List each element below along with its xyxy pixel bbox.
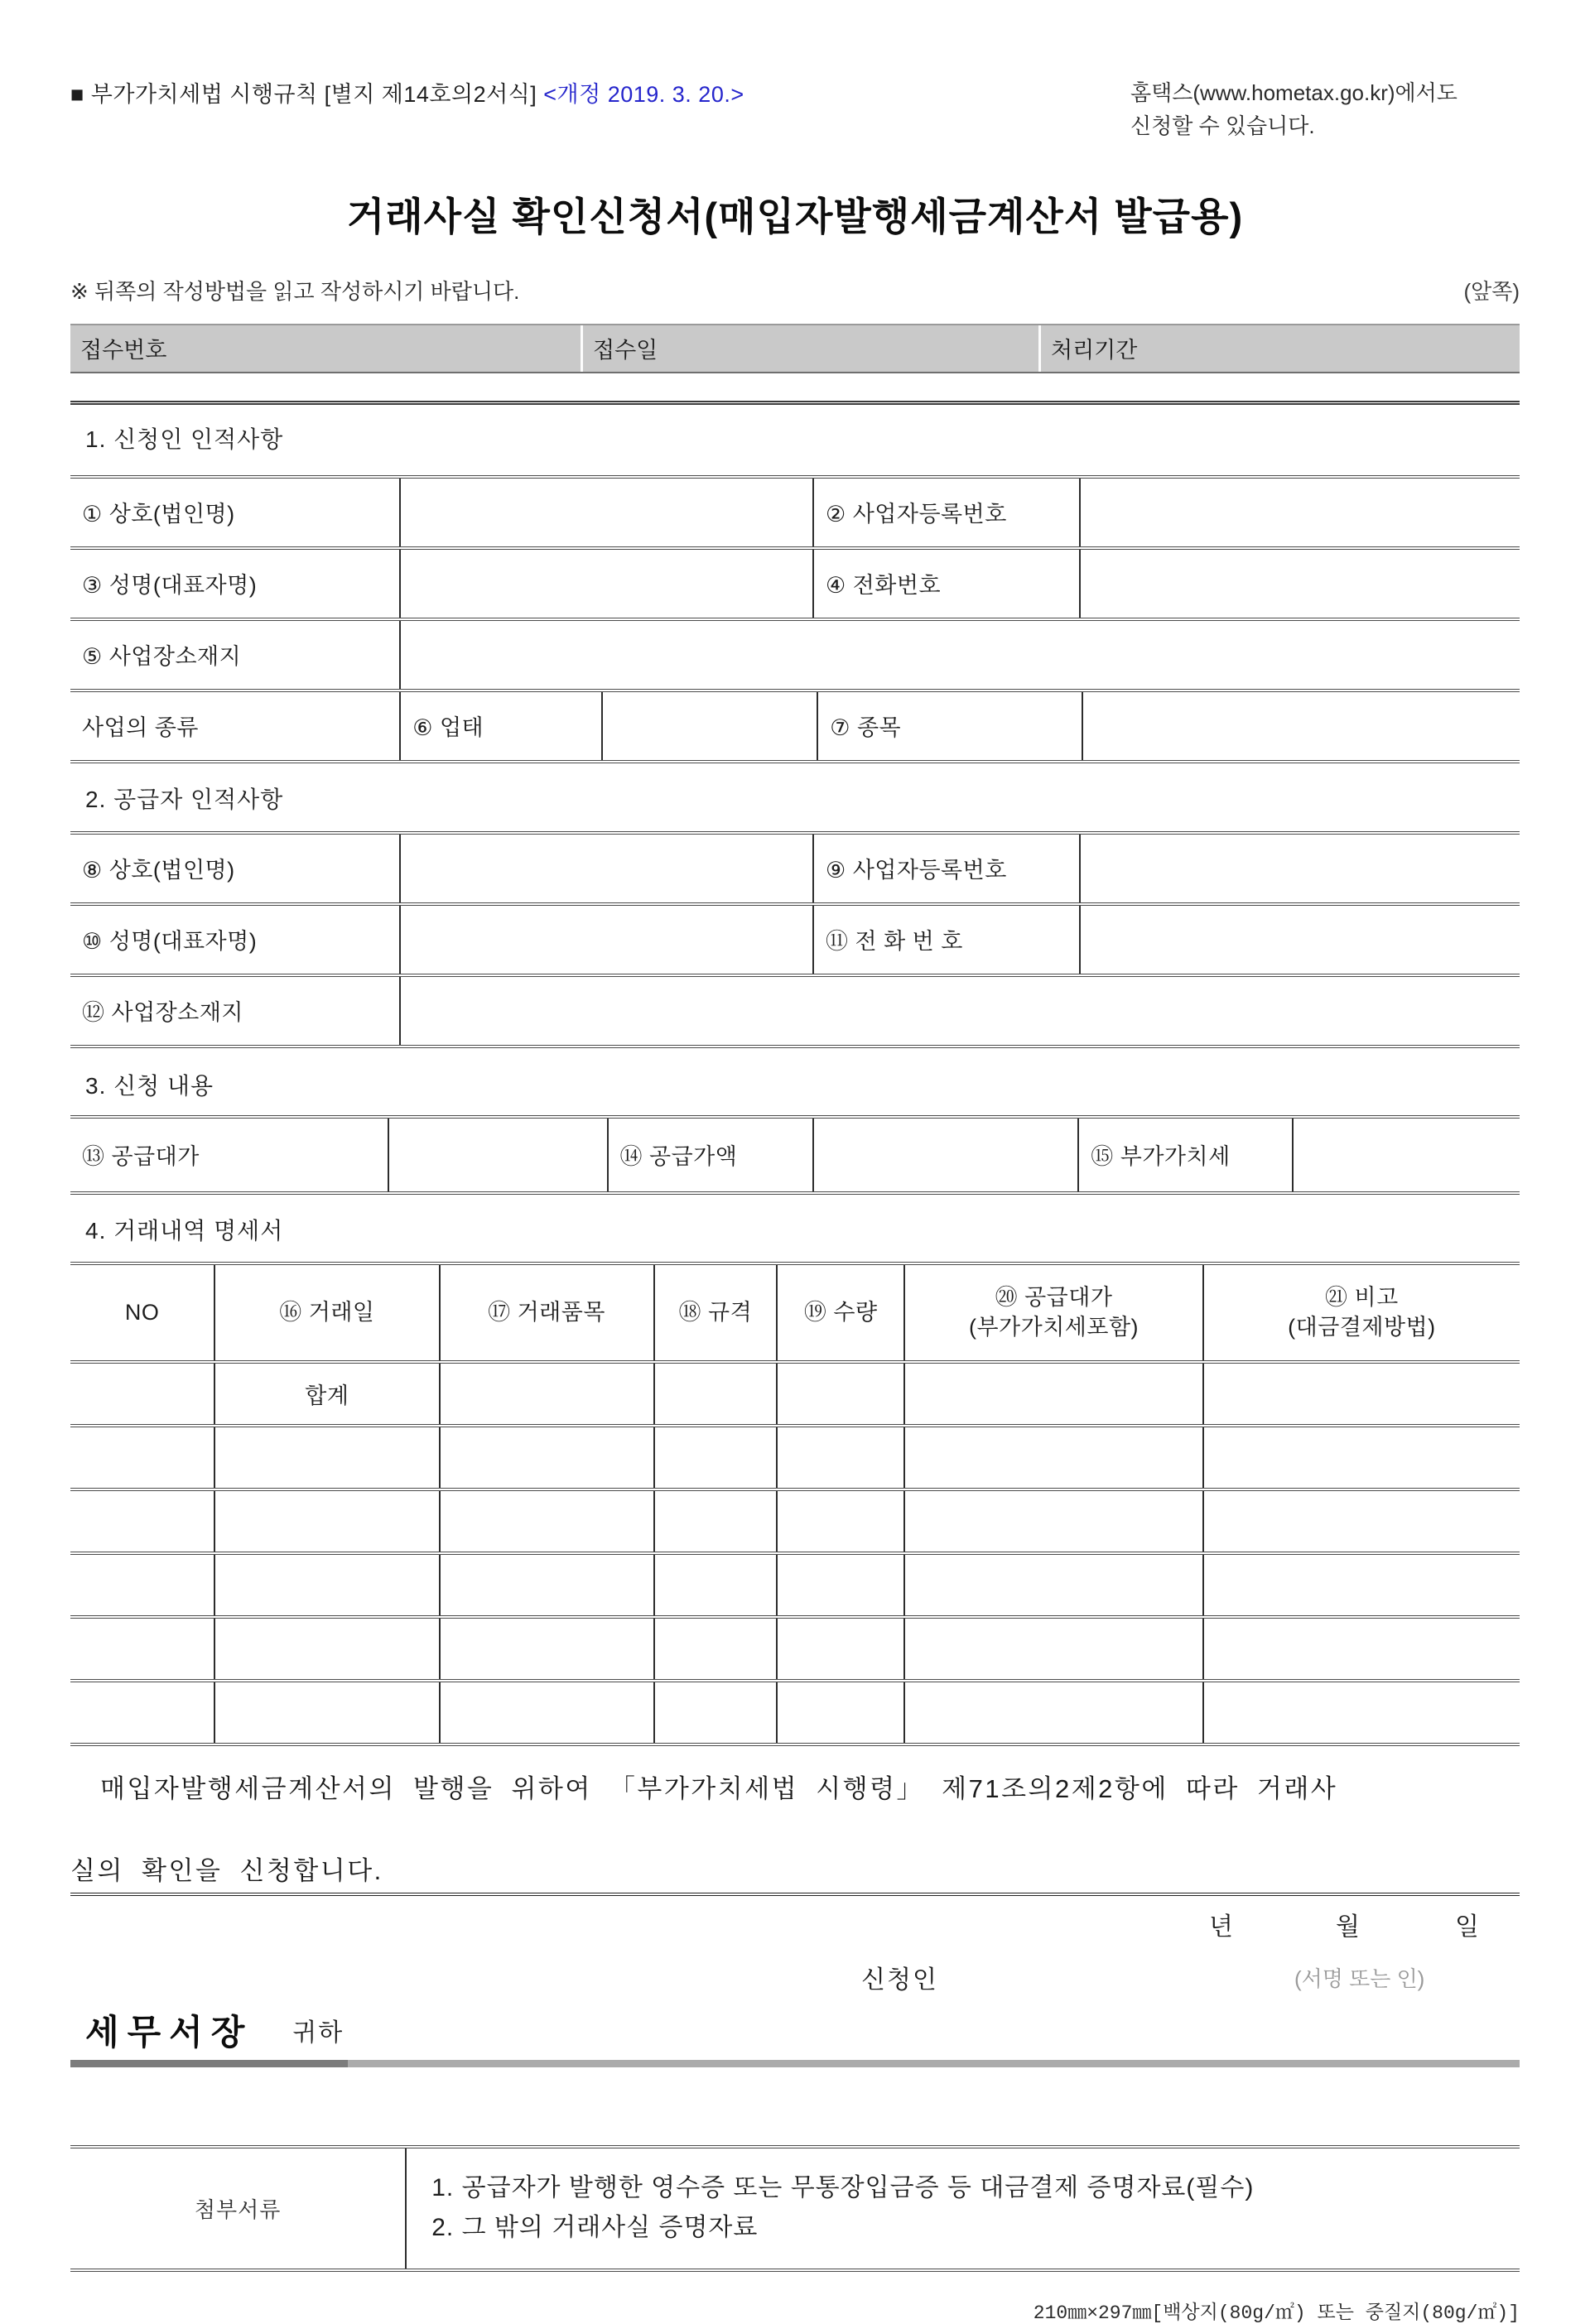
month-label: 월 (1336, 1913, 1360, 1941)
label-business-category: ⑥ 업태 (399, 692, 600, 760)
empty-cell (1202, 1682, 1520, 1743)
empty-cell (70, 1427, 214, 1488)
label-supplier-business-reg-no: ⑨ 사업자등록번호 (812, 835, 1079, 902)
supplier-table (70, 831, 1520, 1048)
total-row (70, 1364, 1520, 1427)
receipt-number-header: 접수번호 (80, 338, 167, 363)
label-supplier-company-name: ⑧ 상호(법인명) (82, 858, 235, 883)
section-1-title: 1. 신청인 인적사항 (85, 426, 284, 452)
col-header-supply-total-line1: ⑳ 공급대가 (995, 1284, 1113, 1310)
recipient-row (70, 2009, 1520, 2052)
empty-cell (70, 1619, 214, 1679)
table-row (70, 1119, 1520, 1195)
empty-cell (903, 1491, 1202, 1552)
empty-cell (1202, 1619, 1520, 1679)
horizontal-rule (70, 1893, 1520, 1896)
empty-cell (214, 1619, 438, 1679)
section-4-title: 4. 거래내역 명세서 (85, 1217, 284, 1244)
col-header-supply-total-line2: (부가가치세포함) (968, 1315, 1140, 1340)
field-business-reg-no (1079, 479, 1520, 546)
table-header-row (70, 1265, 1520, 1364)
table-row (70, 550, 1520, 621)
attachments-content (405, 2148, 1520, 2269)
empty-cell (214, 1682, 438, 1743)
empty-detail-row (70, 1555, 1520, 1619)
date-row (70, 1906, 1520, 1941)
hometax-notice (1130, 76, 1520, 143)
hometax-notice-line1: 홈택스(www.hometax.go.kr)에서도 (1130, 80, 1458, 105)
label-supplier-representative-name: ⑩ 성명(대표자명) (82, 929, 258, 955)
col-header-remarks (1202, 1265, 1520, 1360)
recipient-suffix: 귀하 (292, 2018, 344, 2047)
table-row (70, 479, 1520, 550)
field-supplier-business-address (399, 977, 1520, 1045)
receipt-date-header: 접수일 (581, 325, 1038, 372)
label-company-name: ① 상호(법인명) (82, 502, 235, 527)
applicant-table (70, 475, 1520, 763)
empty-cell (439, 1491, 653, 1552)
divider-bar (70, 2060, 1520, 2067)
field-vat (1292, 1119, 1520, 1191)
field-representative-name (399, 550, 812, 618)
processing-period-header: 처리기간 (1038, 325, 1520, 372)
revision-note: <개정 2019. 3. 20.> (543, 82, 744, 107)
empty-cell (903, 1619, 1202, 1679)
attachment-item-2: 2. 그 밖의 거래사실 증명자료 (431, 2214, 759, 2242)
page-header (70, 76, 1520, 143)
field-company-name (399, 479, 812, 546)
empty-cell (214, 1427, 438, 1488)
field-supplier-representative-name (399, 906, 812, 974)
empty-detail-row (70, 1427, 1520, 1491)
table-row (70, 906, 1520, 977)
empty-cell (653, 1427, 777, 1488)
empty-cell (776, 1619, 903, 1679)
form-page (70, 0, 1520, 2324)
empty-cell (70, 1682, 214, 1743)
paper-spec-note: 210㎜×297㎜[백상지(80g/㎡) 또는 중질지(80g/㎡)] (1033, 2302, 1520, 2324)
empty-cell (1202, 1555, 1520, 1615)
col-header-transaction-date: ⑯ 거래일 (214, 1265, 438, 1360)
label-supplier-phone-number: ⑪ 전 화 번 호 (812, 906, 1079, 974)
empty-cell (214, 1555, 438, 1615)
empty-detail-row (70, 1682, 1520, 1746)
transaction-detail-table (70, 1262, 1520, 1746)
empty-cell (653, 1491, 777, 1552)
label-supply-value: ⑭ 공급가액 (607, 1119, 813, 1191)
section-3-title: 3. 신청 내용 (85, 1072, 214, 1099)
form-title: 거래사실 확인신청서(매입자발행세금계산서 발급용) (346, 194, 1244, 238)
year-label: 년 (1209, 1913, 1233, 1941)
label-supply-total: ⑬ 공급대가 (82, 1144, 200, 1170)
empty-cell (439, 1619, 653, 1679)
empty-cell (776, 1427, 903, 1488)
col-header-remarks-line2: (대금결제방법) (1288, 1315, 1436, 1340)
applicant-label: 신청인 (861, 1966, 938, 1994)
field-business-item (1082, 692, 1520, 760)
field-supply-value (812, 1119, 1077, 1191)
empty-cell (776, 1491, 903, 1552)
field-business-address (399, 621, 1520, 689)
field-supply-total (388, 1119, 606, 1191)
empty-cell (903, 1364, 1202, 1424)
label-supplier-business-address: ⑫ 사업장소재지 (82, 1000, 243, 1026)
label-phone-number: ④ 전화번호 (812, 550, 1079, 618)
attachments-label: 첨부서류 (194, 2196, 282, 2222)
empty-cell (1202, 1427, 1520, 1488)
empty-cell (1202, 1491, 1520, 1552)
empty-detail-row (70, 1491, 1520, 1555)
empty-cell (776, 1682, 903, 1743)
field-business-category (601, 692, 817, 760)
empty-detail-row (70, 1619, 1520, 1682)
col-header-no: NO (124, 1299, 160, 1325)
instruction-note: ※ 뒤쪽의 작성방법을 읽고 작성하시기 바랍니다. (70, 278, 520, 304)
table-row (70, 977, 1520, 1048)
col-header-spec: ⑱ 규격 (653, 1265, 777, 1360)
horizontal-rule (70, 401, 1520, 405)
empty-cell (776, 1555, 903, 1615)
empty-cell (903, 1427, 1202, 1488)
col-header-remarks-line1: ㉑ 비고 (1325, 1284, 1399, 1310)
page-side-label: (앞쪽) (1463, 278, 1520, 304)
field-supplier-company-name (399, 835, 812, 902)
declaration-line1: 매입자발행세금계산서의 발행을 위하여 「부가가치세법 시행령」 제71조의2제2항에 따라 거래사 (100, 1773, 1338, 1803)
empty-cell (214, 1491, 438, 1552)
table-row (70, 835, 1520, 906)
field-phone-number (1079, 550, 1520, 618)
field-supplier-business-reg-no (1079, 835, 1520, 902)
empty-cell (653, 1364, 777, 1424)
table-row (70, 621, 1520, 692)
empty-cell (439, 1427, 653, 1488)
label-business-address: ⑤ 사업장소재지 (82, 644, 242, 670)
empty-cell (653, 1682, 777, 1743)
hometax-notice-line2: 신청할 수 있습니다. (1130, 113, 1315, 139)
field-supplier-phone-number (1079, 906, 1520, 974)
empty-cell (439, 1682, 653, 1743)
label-business-kind: 사업의 종류 (82, 715, 199, 741)
col-header-quantity: ⑲ 수량 (776, 1265, 903, 1360)
empty-cell (653, 1555, 777, 1615)
day-label: 일 (1455, 1913, 1479, 1941)
total-label: 합계 (214, 1364, 438, 1424)
attachments-table (70, 2145, 1520, 2272)
empty-cell (439, 1364, 653, 1424)
empty-cell (70, 1555, 214, 1615)
empty-cell (903, 1682, 1202, 1743)
signature-note: (서명 또는 인) (1294, 1966, 1425, 1991)
col-header-item: ⑰ 거래품목 (439, 1265, 653, 1360)
application-content-table (70, 1115, 1520, 1195)
recipient-title: 세무서장 (85, 2012, 253, 2052)
form-reference (70, 76, 744, 108)
section-2-title: 2. 공급자 인적사항 (85, 786, 284, 812)
label-business-reg-no: ② 사업자등록번호 (812, 479, 1079, 546)
empty-cell (70, 1491, 214, 1552)
receipt-header-row (70, 324, 1520, 373)
label-business-item: ⑦ 종목 (817, 692, 1082, 760)
empty-cell (903, 1555, 1202, 1615)
table-row (70, 692, 1520, 763)
label-representative-name: ③ 성명(대표자명) (82, 573, 258, 599)
empty-cell (439, 1555, 653, 1615)
declaration-line2: 실의 확인을 신청합니다. (70, 1855, 383, 1885)
label-vat: ⑮ 부가가치세 (1077, 1119, 1292, 1191)
empty-cell (70, 1364, 214, 1424)
form-reference-text: ■ 부가가치세법 시행규칙 [별지 제14호의2서식] (70, 82, 537, 107)
attachment-item-1: 1. 공급자가 발행한 영수증 또는 무통장입금증 등 대금결제 증명자료(필수) (431, 2174, 1255, 2202)
empty-cell (776, 1364, 903, 1424)
empty-cell (1202, 1364, 1520, 1424)
instruction-row (70, 275, 1520, 306)
col-header-supply-total (903, 1265, 1202, 1360)
applicant-signature-row (70, 1959, 1520, 1994)
empty-cell (653, 1619, 777, 1679)
